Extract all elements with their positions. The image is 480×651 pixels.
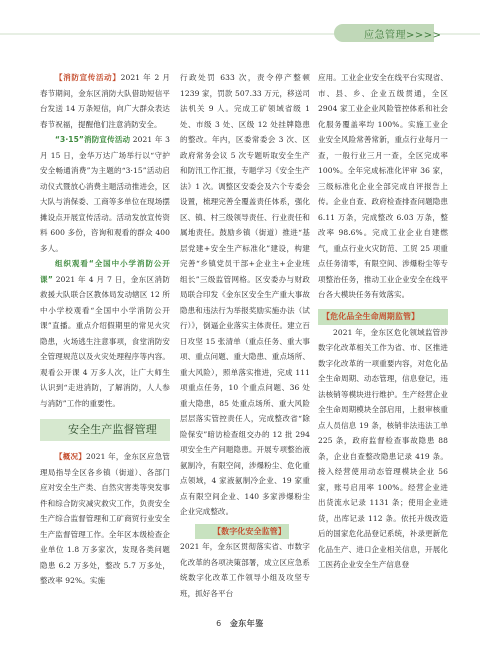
keyword: “3·15”消防宣传活动 — [55, 135, 131, 144]
yearbook-logo: 金东年鉴 — [229, 619, 264, 628]
keyword: 【概况】 — [55, 452, 87, 461]
paragraph — [40, 70, 170, 132]
column-1 — [40, 70, 170, 589]
paragraph — [40, 132, 170, 256]
paragraph-text: 2021 年，金东区应急管理局指导全区各乡镇（街道）、各部门应对安全生产类、自然灾害类等突发事件和综合防灾减灾救灾工作，负责安全生产综合监督管理和工矿商贸行业安全生产监督管理工作。全年区本级检查企业单位 1.8 万多家次，发现各类问题隐患 6.2 万多处，整改 5.7 万多处，整改率 92%。实施 — [40, 452, 170, 585]
keyword: 【数字化安全监管】 — [195, 524, 289, 540]
section-title: 安全生产监督管理 — [68, 423, 157, 436]
paragraph — [40, 256, 170, 411]
paragraph: 应用。工业企业安全在线平台实现省、市、县、乡、企业五级贯通，全区 2904 家工业企业风险管控体系和社会化服务覆盖率均 100%。实施工业企业安全风险常善常新，重点行业每月一查，一般行业三月一查，全区完成率 100%。全年完成标准化评审 36 家，三级标准化企业全部完成自评报告上传。企业自查、政府检查排查问题隐患 6.11 万条，完成整改 6.03 万条，整改率 98.6%。完成工业企业自建燃气，重点行业火灾防范、工贸 25 项重点任务清零，有限空间、涉爆粉尘等专项整治任务，推动工业企业安全在线平台各大模块任务有效落实。 — [318, 73, 448, 299]
keyword: 【消防宣传活动】 — [55, 73, 121, 82]
paragraph-text: 2021 年 4 月 7 日，金东区消防救援大队联合区教体局发动辖区 12 所中小学校观看“全国中小学消防公开课”直播。重点介绍假期里的常见火灾隐患，火场逃生注意事项，食堂消防安全管理规范以及火灾处理程序等内容。观看公开课 4 万多人次，让广大师生认识到“走进消防，了解消防，人人参与消防”工作的重要性。 — [40, 274, 170, 408]
paragraph-text: 2021 年，金东区贯彻落实省、市数字化改革的各项决策部署，成立区应急系统数字化改革工作领导小组及攻坚专班，抓好各平台 — [180, 542, 310, 598]
paragraph: 2021 年，金东区危化领域监管涉数字化改革相关工作为省、市、区推进数字化改革的一项重要内容，对危化品全生命周期、动态管理，信息登记，违法核销等模块进行维护。生产经营企业全生命周期模块全部启用，上报审核重点人员信息 19 条，核销非法违法工单 225 条，政府监督检查事故隐患 88 条，企业自查整改隐患记录 419 条。接入经营使用动态管理模块企业 56 家，账号启用率 100%。经营企业进出货流水记录 1131 条；使用企业进货，出库记录 112 条。依托升级改造后的国家危化品登记系统，补录更新危化品生产、进口企业相关信息，开展化工医药企业安全生产信息登 — [318, 327, 448, 569]
page-header — [0, 0, 480, 44]
section-label: 应急管理>>>> — [364, 30, 442, 41]
keyword: 组织观看“全国中小学消防公开课” — [40, 259, 170, 284]
page-footer — [0, 618, 480, 629]
paragraph: 行政处罚 633 次，责令停产整顿 1239 家，罚款 507.33 万元，移送司法机关 9 人。完成工矿领域省级 1 处、市级 3 处、区级 12 处挂牌隐患的整改。年内，区委常委会 3 次、区政府常务会议 5 次专题听取安全生产和防汛工作汇报，专题学习《安全生产法》1 次。调整区安委会及六个专委会设置，梳理完善全覆盖责任体系，强化区、镇、村三级领导责任、行业责任和属地责任。鼓励乡镇（街道）推进“基层党建+安全生产标准化”建设，构建完善“乡镇党员干部+企业主+企业班组长”三级监管网格。区安委办与财政局联合印发《金东区安全生产重大事故隐患和违法行为举报奖励实施办法（试行）》，倒逼企业落实主体责任。建立百日攻坚 15 张清单（重点任务、重大事项、重点问题、重大隐患、重点场所、重大风险），照单落实推进，完成 111 项重点任务，10 个重点问题、36 处重大隐患，85 处重点场所、重大风险层层落实管控责任人，完成整改省“除险保安”暗访检查组交办的 12 批 294 项安全生产问题隐患。开展专项整治液氨制冷，有限空间，涉爆粉尘、危化重点领域，4 家液氨制冷企业、19 家重点有限空间企业、140 多家涉爆粉尘企业完成整改。 — [180, 73, 310, 516]
section-heading — [40, 419, 170, 441]
section-tab — [334, 24, 442, 42]
column-3 — [318, 70, 448, 573]
paragraph-text: 2021 年 3 月 15 日，金华万达广场举行以“守护安全畅通消费”为主题的“3·15”活动启动仪式暨放心消费主题活动推进会，区大队与消保委、工商等多单位在现场摆摊设点开展宣传活动。活动发放宣传资料 600 多份，咨询和观看的群众 400 多人。 — [40, 135, 170, 253]
column-2 — [180, 70, 310, 601]
keyword: 【危化品全生命周期监管】 — [318, 309, 448, 325]
paragraph — [180, 524, 310, 602]
paragraph — [40, 449, 170, 589]
page-number: 6 — [216, 619, 222, 628]
paragraph-text: 2021 年 2 月春节期间，金东区消防大队借助短信平台发送 14 万条短信，向广大群众表达春节祝福，提醒他们注意消防安全。 — [40, 73, 170, 129]
